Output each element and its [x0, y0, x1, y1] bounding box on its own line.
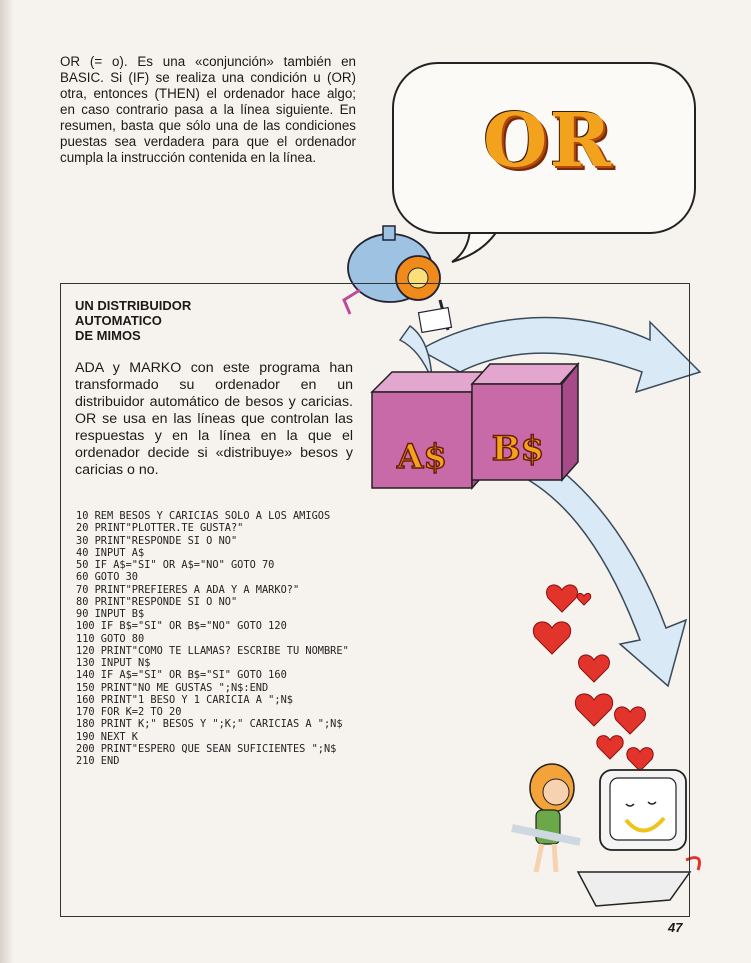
code-line: 170 FOR K=2 TO 20: [76, 706, 182, 718]
code-line: 210 END: [76, 755, 120, 767]
box-a-label: A$: [396, 437, 448, 477]
box-title-line: DE MIMOS: [75, 328, 141, 343]
code-line: 80 PRINT"RESPONDE SI O NO": [76, 595, 238, 608]
code-line: 60 GOTO 30: [76, 571, 138, 584]
intro-paragraph: OR (= o). Es una «conjunción» también en BASIC. Si (IF) se realiza una condición u (OR) otra, entonces (THEN) el ordenador hace algo; en caso contrario pasa a la línea siguiente. En resumen, basta que sólo una de las condiciones puestas sea verdadera para que el ordenador cumpla la instrucción contenida en la línea.: [60, 54, 356, 165]
box-description: ADA y MARKO con este programa han transformado su ordenador en un distribuidor automático de besos y caricias. OR se usa en las líneas que controlan las respuestas y en la línea en la que el ordenador decide si «distribuye» besos y caricias o no.: [75, 360, 353, 478]
page-number: 47: [668, 920, 683, 935]
box-b-label: B$: [491, 429, 545, 469]
code-line: 90 INPUT B$: [76, 608, 145, 620]
code-line: 70 PRINT"PREFIERES A ADA Y A MARKO?": [76, 583, 300, 596]
box-title: [75, 298, 235, 343]
code-line: 110 GOTO 80: [76, 632, 145, 645]
box-title-line: UN DISTRIBUIDOR: [75, 298, 192, 313]
bubble-title-word: OR: [483, 98, 613, 184]
code-line: 200 PRINT"ESPERO QUE SEAN SUFICIENTES ";N$: [76, 742, 337, 755]
basic-program-listing: [76, 510, 349, 767]
code-line: 180 PRINT K;" BESOS Y ";K;" CARICIAS A ";N$: [76, 718, 343, 731]
box-title-line: AUTOMATICO: [75, 313, 162, 328]
code-line: 20 PRINT"PLOTTER.TE GUSTA?": [76, 522, 244, 535]
code-line: 160 PRINT"1 BESO Y 1 CARICIA A ";N$: [76, 693, 293, 706]
code-line: 120 PRINT"COMO TE LLAMAS? ESCRIBE TU NOMBRE": [76, 644, 349, 657]
code-line: 40 INPUT A$: [76, 546, 145, 559]
code-line: 50 IF A$="SI" OR A$="NO" GOTO 70: [76, 559, 275, 571]
code-line: 100 IF B$="SI" OR B$="NO" GOTO 120: [76, 620, 287, 633]
code-line: 130 INPUT N$: [76, 657, 151, 669]
code-line: 10 REM BESOS Y CARICIAS SOLO A LOS AMIGOS: [76, 510, 331, 522]
code-line: 140 IF A$="SI" OR B$="SI" GOTO 160: [76, 669, 287, 682]
code-line: 150 PRINT"NO ME GUSTAS ";N$:END: [76, 681, 269, 694]
code-line: 190 NEXT K: [76, 730, 138, 743]
code-line: 30 PRINT"RESPONDE SI O NO": [76, 534, 238, 547]
